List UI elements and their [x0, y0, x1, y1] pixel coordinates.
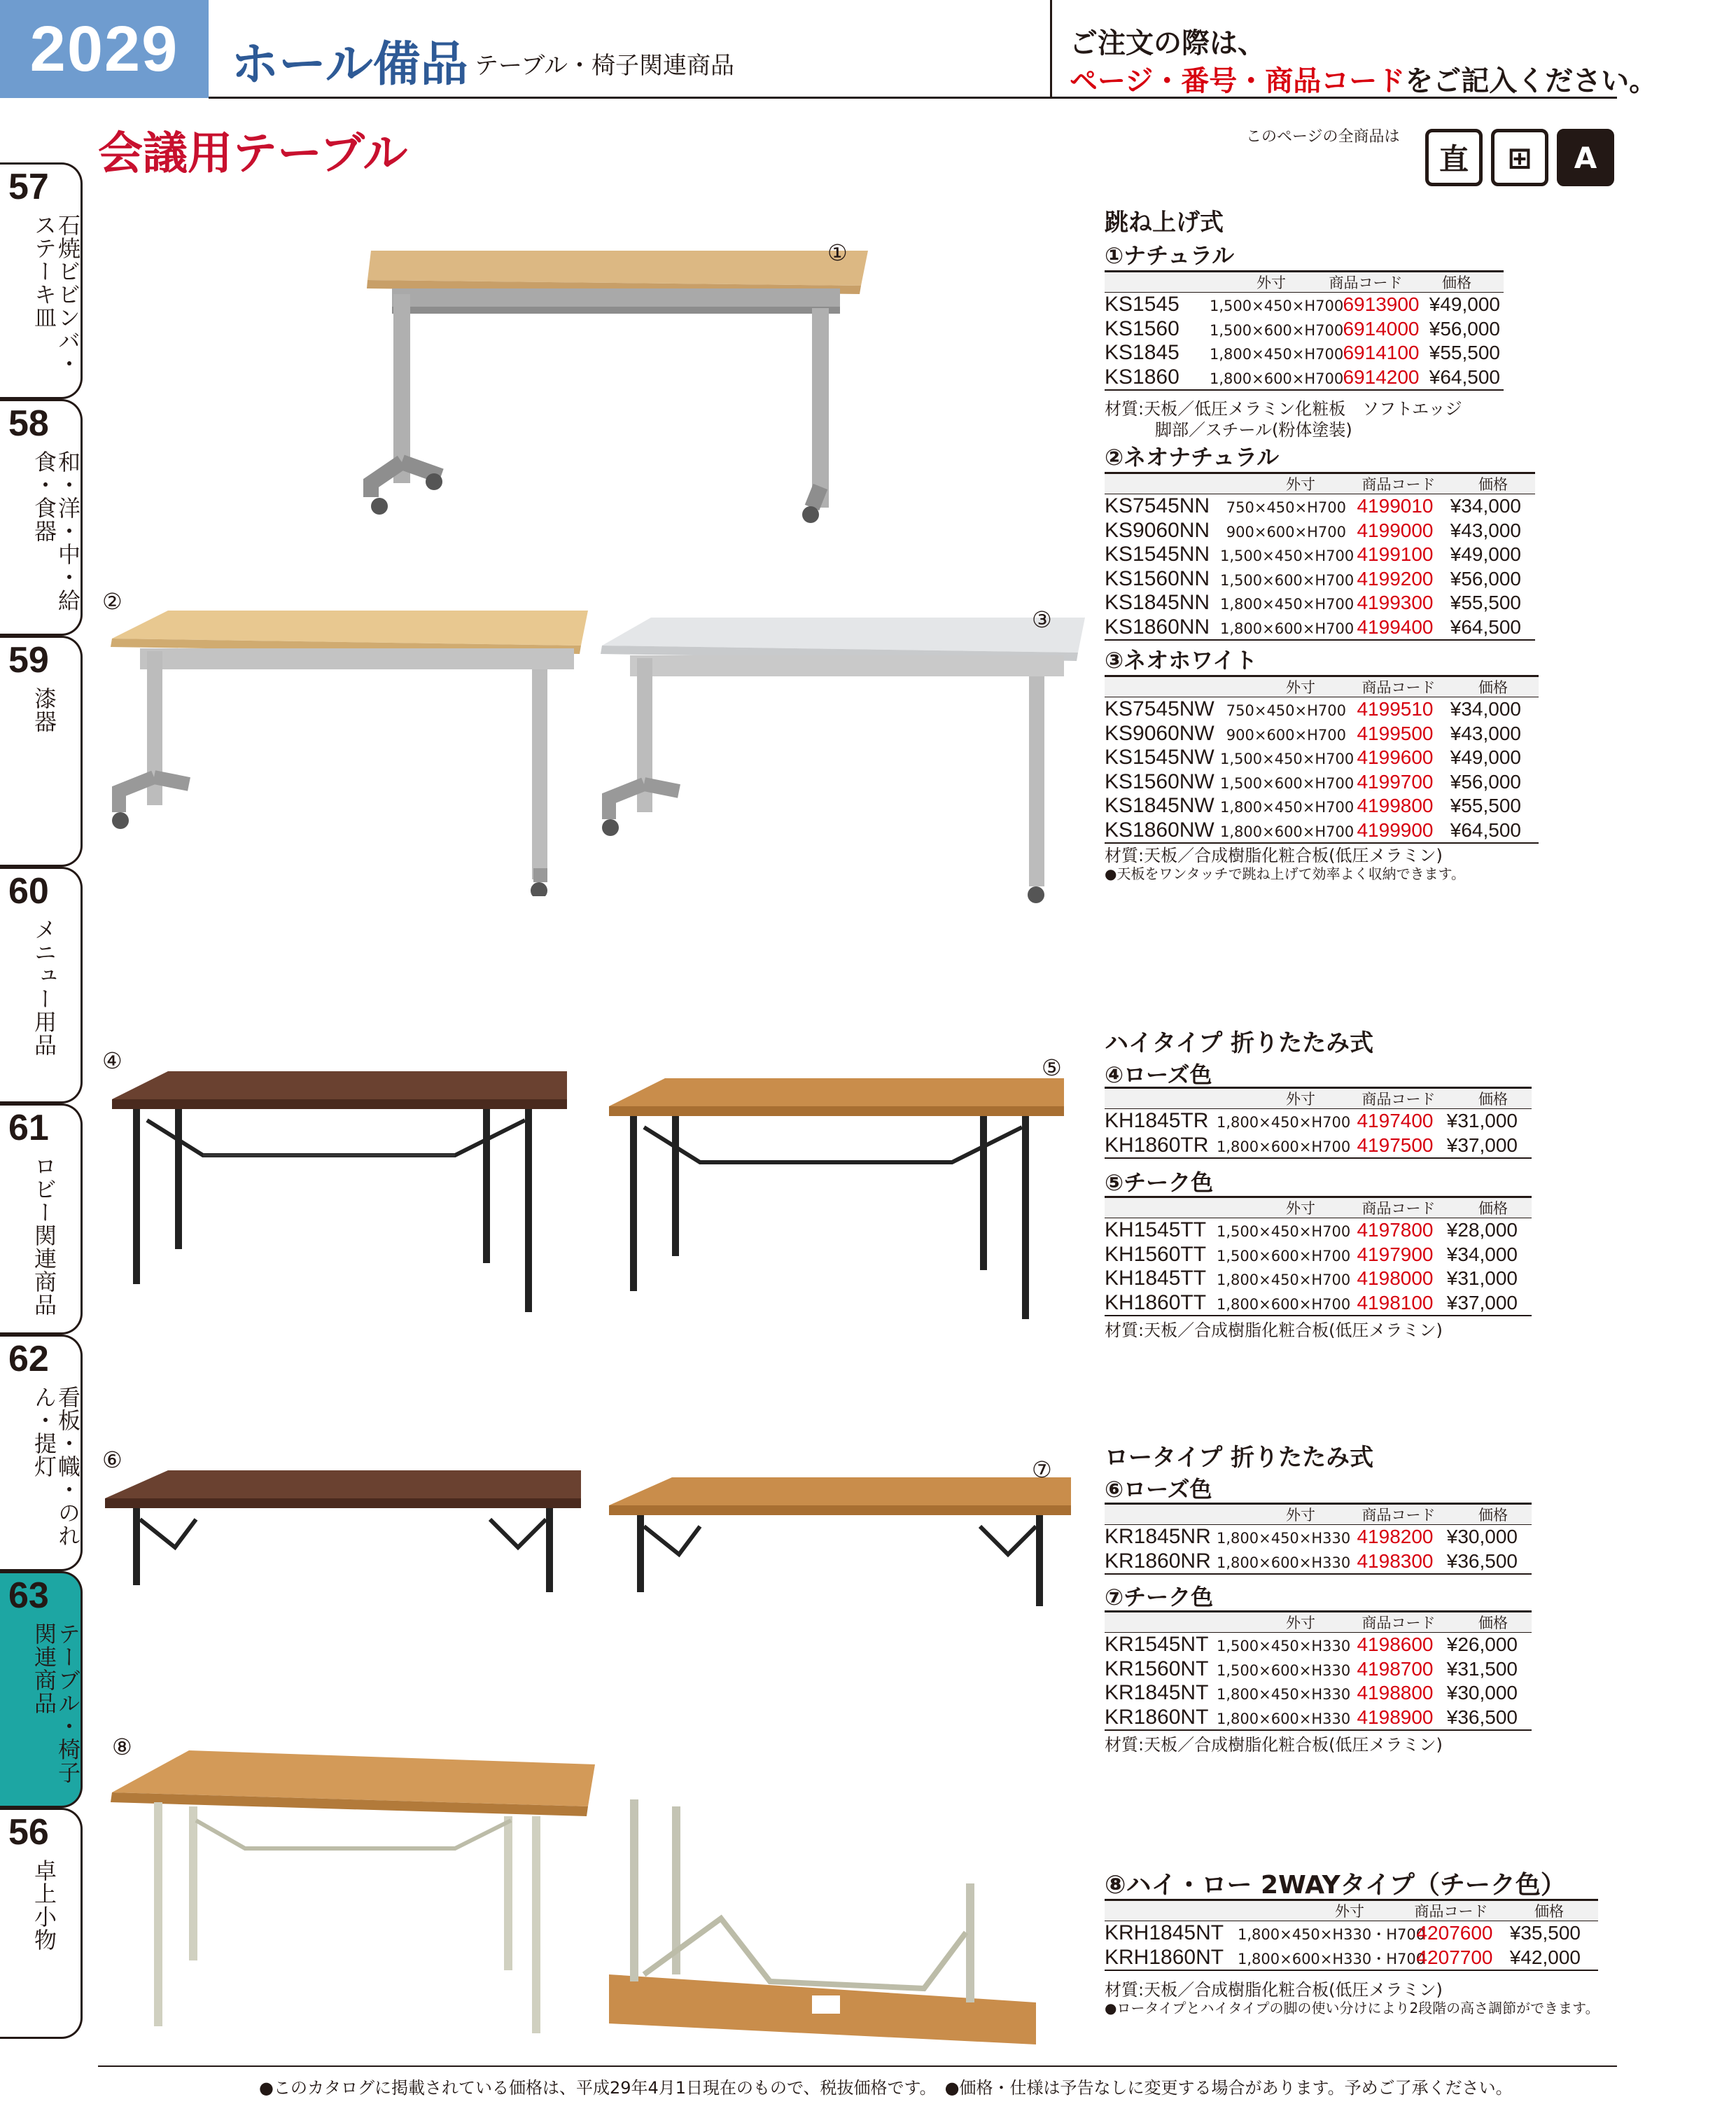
side-tab-56[interactable] — [0, 1808, 83, 2039]
col-dim: 外寸 — [1335, 1903, 1364, 1920]
price: ¥31,000 — [1446, 1110, 1518, 1131]
price: ¥36,500 — [1446, 1706, 1518, 1728]
code: 4197900 — [1357, 1243, 1434, 1265]
code: 4197400 — [1357, 1110, 1434, 1131]
model: KS7545NN — [1105, 494, 1210, 517]
table-row — [1105, 1218, 1532, 1243]
material-note: 材質:天板／合成樹脂化粧合板(低圧メラミン) — [1105, 1980, 1443, 2000]
price: ¥49,000 — [1450, 543, 1521, 565]
material-note: 材質:天板／低圧メラミン化粧板 ソフトエッジ — [1105, 399, 1462, 419]
col-code: 商品コード — [1362, 476, 1436, 493]
dim: 1,500×600×H700 — [1210, 321, 1344, 339]
table-image-neo-white — [595, 609, 1099, 903]
dim: 1,500×450×H700 — [1210, 298, 1344, 314]
dim: 1,800×600×H700 — [1220, 823, 1354, 840]
col-code: 商品コード — [1362, 679, 1436, 696]
side-tab-number: 56 — [8, 1812, 49, 1853]
table-row — [1105, 1267, 1532, 1291]
dim: 1,800×450×H700 — [1220, 596, 1354, 613]
col-code: 商品コード — [1362, 1091, 1436, 1108]
table-row — [1105, 1525, 1532, 1549]
side-tab-number: 57 — [8, 167, 49, 207]
price: ¥34,000 — [1446, 1243, 1518, 1265]
spec-table-g7 — [1105, 1610, 1532, 1731]
table-row — [1105, 317, 1504, 342]
price: ¥28,000 — [1446, 1219, 1518, 1241]
feature-note: ●天板をワンタッチで跳ね上げて効率よく収納できます。 — [1105, 865, 1466, 882]
dim: 1,500×450×H700 — [1220, 548, 1354, 564]
dim: 1,500×450×H330 — [1217, 1638, 1351, 1654]
dim: 1,500×600×H700 — [1220, 774, 1354, 792]
table-row — [1105, 341, 1504, 365]
dim: 1,800×600×H330・H700 — [1238, 1950, 1426, 1967]
code: 4198300 — [1357, 1549, 1434, 1572]
spec-table-g5 — [1105, 1196, 1532, 1316]
dim: 1,500×450×H700 — [1217, 1223, 1351, 1240]
side-tab-61[interactable] — [0, 1103, 83, 1335]
code: 4199510 — [1357, 698, 1434, 720]
spec-table-g1 — [1105, 270, 1504, 391]
col-dim: 外寸 — [1286, 1615, 1315, 1631]
category-title: ホール備品 — [231, 37, 468, 92]
price: ¥43,000 — [1450, 722, 1521, 744]
model: KS1560NW — [1105, 769, 1214, 793]
side-tab-number: 58 — [8, 403, 49, 444]
page-title: 会議用テーブル — [98, 128, 408, 180]
col-code: 商品コード — [1329, 274, 1403, 291]
dim: 1,800×600×H330 — [1217, 1710, 1351, 1727]
dim: 1,800×600×H700 — [1217, 1295, 1351, 1313]
order-note-rest: をご記入ください。 — [1405, 65, 1658, 97]
section-title-high: ハイタイプ 折りたたみ式 — [1105, 1029, 1374, 1057]
group-title: ⑥ローズ色 — [1105, 1476, 1212, 1503]
dim: 1,500×450×H700 — [1220, 751, 1354, 767]
table-header — [1105, 474, 1535, 494]
side-tab-number: 62 — [8, 1339, 49, 1379]
price: ¥34,000 — [1450, 698, 1521, 720]
model: KS1860NW — [1105, 818, 1214, 842]
table-row — [1105, 293, 1504, 317]
price: ¥30,000 — [1446, 1682, 1518, 1704]
footer-note: ●このカタログに掲載されている価格は、平成29年4月1日現在のもので、税抜価格です。 ●価格・仕様は予告なしに変更する場合があります。予めご了承ください。 — [259, 2078, 1513, 2098]
price: ¥56,000 — [1450, 770, 1521, 793]
side-tab-number: 59 — [8, 640, 49, 681]
col-price: 価格 — [1442, 274, 1471, 291]
spec-table-g4 — [1105, 1087, 1532, 1159]
code: 4198800 — [1357, 1682, 1434, 1704]
dim: 750×450×H700 — [1226, 499, 1346, 516]
feature-note: ●ロータイプとハイタイプの脚の使い分けにより2段階の高さ調節ができます。 — [1105, 2000, 1600, 2016]
spec-table-g6 — [1105, 1503, 1532, 1575]
image-number: ⑧ — [112, 1734, 132, 1760]
code: 4199200 — [1357, 567, 1434, 590]
dim: 1,800×600×H700 — [1220, 620, 1354, 637]
col-price: 価格 — [1478, 1615, 1508, 1631]
price: ¥42,000 — [1509, 1946, 1581, 1968]
image-number: ① — [827, 239, 848, 266]
col-code: 商品コード — [1362, 1615, 1436, 1631]
table-row — [1105, 770, 1539, 795]
dim: 1,800×450×H700 — [1210, 346, 1344, 363]
table-image-2way-teak — [105, 1743, 609, 2037]
dim: 1,500×600×H330 — [1217, 1661, 1351, 1679]
group-title: ④ローズ色 — [1105, 1061, 1212, 1088]
dim: 1,800×450×H700 — [1217, 1114, 1351, 1131]
table-row — [1105, 1109, 1532, 1134]
table-image-natural-flip — [350, 231, 882, 525]
section-title-flip: 跳ね上げ式 — [1105, 209, 1224, 237]
side-tab-label: 卓上小物 — [31, 1859, 57, 1951]
side-tab-59[interactable] — [0, 636, 83, 867]
model: KH1545TT — [1105, 1218, 1207, 1241]
code: 4198600 — [1357, 1633, 1434, 1655]
price: ¥26,000 — [1446, 1633, 1518, 1655]
group-title: ⑤チーク色 — [1105, 1169, 1214, 1196]
group-title: ③ネオホワイト — [1105, 647, 1258, 674]
side-tab-label: 漆器 — [31, 687, 57, 733]
col-dim: 外寸 — [1286, 1200, 1315, 1217]
side-tab-number: 60 — [8, 871, 49, 912]
table-image-low-rose — [98, 1463, 588, 1596]
table-row — [1105, 615, 1535, 640]
price: ¥36,500 — [1446, 1549, 1518, 1572]
table-header — [1105, 1901, 1598, 1921]
table-row — [1105, 1657, 1532, 1682]
table-row — [1105, 1921, 1598, 1946]
image-number: ⑦ — [1032, 1456, 1052, 1483]
code: 4199300 — [1357, 592, 1434, 613]
col-code: 商品コード — [1362, 1200, 1436, 1217]
price: ¥34,000 — [1450, 495, 1521, 517]
material-note: 材質:天板／合成樹脂化粧合板(低圧メラミン) — [1105, 1321, 1443, 1340]
price: ¥37,000 — [1446, 1134, 1518, 1156]
spec-table-g8 — [1105, 1899, 1598, 1971]
material-note: 材質:天板／合成樹脂化粧合板(低圧メラミン) — [1105, 1735, 1443, 1755]
model: KR1845NR — [1105, 1525, 1211, 1548]
dim: 750×450×H700 — [1226, 702, 1346, 719]
model: KRH1860NT — [1105, 1945, 1224, 1969]
group-title: ①ナチュラル — [1105, 242, 1235, 269]
order-note-line2 — [1070, 59, 1657, 99]
model: KH1560TT — [1105, 1242, 1207, 1266]
side-tab-label: 和・洋・中・給食・食器 — [31, 450, 81, 612]
code: 4199500 — [1357, 722, 1434, 744]
price: ¥31,500 — [1446, 1657, 1518, 1680]
table-row — [1105, 1549, 1532, 1574]
price: ¥30,000 — [1446, 1526, 1518, 1547]
model: KH1845TT — [1105, 1267, 1207, 1290]
model: KS1545NN — [1105, 543, 1210, 566]
col-code: 商品コード — [1414, 1903, 1488, 1920]
table-row — [1105, 1946, 1598, 1970]
model: KS1860 — [1105, 365, 1180, 389]
table-header — [1105, 1198, 1532, 1218]
col-price: 価格 — [1534, 1903, 1564, 1920]
side-tab-label: 看板・幟・のれん・提灯 — [31, 1386, 81, 1547]
all-products-note: このページの全商品は — [1246, 128, 1400, 146]
col-dim: 外寸 — [1286, 1507, 1315, 1524]
model: KR1545NT — [1105, 1633, 1209, 1656]
fax-order-icon: ⊞ — [1491, 129, 1548, 186]
model: KS1845 — [1105, 341, 1180, 364]
table-row — [1105, 1134, 1532, 1158]
table-header — [1105, 677, 1539, 697]
side-tab-label: メニュー用品 — [31, 918, 57, 1057]
code: 4199900 — [1357, 818, 1434, 841]
model: KS9060NW — [1105, 721, 1214, 745]
table-image-high-teak — [602, 1071, 1078, 1323]
price: ¥37,000 — [1446, 1291, 1518, 1314]
price: ¥49,000 — [1429, 293, 1500, 315]
code: 4197800 — [1357, 1219, 1434, 1241]
model: KS1545 — [1105, 293, 1180, 316]
side-tab-number: 63 — [8, 1575, 49, 1616]
direct-ship-icon: 直 — [1425, 129, 1483, 186]
col-dim: 外寸 — [1256, 274, 1286, 291]
col-price: 価格 — [1478, 679, 1508, 696]
subcategory-title: テーブル・椅子関連商品 — [475, 52, 734, 80]
side-tab-label: テーブル・椅子関連商品 — [31, 1622, 81, 1784]
code: 4199600 — [1357, 746, 1434, 768]
dim: 1,800×450×H330 — [1217, 1530, 1351, 1547]
group-title: ②ネオナチュラル — [1105, 444, 1280, 471]
order-note-line1: ご注文の際は、 — [1070, 27, 1266, 60]
table-row — [1105, 365, 1504, 390]
code: 4207600 — [1416, 1922, 1493, 1944]
material-note: 脚部／スチール(粉体塗装) — [1155, 420, 1352, 440]
code: 4199400 — [1357, 615, 1434, 638]
table-row — [1105, 746, 1539, 770]
col-dim: 外寸 — [1286, 679, 1315, 696]
col-price: 価格 — [1478, 1091, 1508, 1108]
side-tab-number: 61 — [8, 1108, 49, 1148]
code: 4199010 — [1357, 495, 1434, 517]
col-code: 商品コード — [1362, 1507, 1436, 1524]
table-header — [1105, 272, 1504, 293]
code: 6913900 — [1343, 293, 1420, 315]
code: 4198200 — [1357, 1526, 1434, 1547]
model: KS1845NN — [1105, 591, 1210, 614]
price: ¥49,000 — [1450, 746, 1521, 768]
side-tab-62[interactable] — [0, 1335, 83, 1571]
image-number: ④ — [102, 1047, 122, 1074]
price: ¥64,500 — [1450, 818, 1521, 841]
table-row — [1105, 1706, 1532, 1730]
table-row — [1105, 697, 1539, 722]
code: 4197500 — [1357, 1134, 1434, 1156]
code: 4198700 — [1357, 1657, 1434, 1680]
table-row — [1105, 519, 1535, 543]
code: 4199000 — [1357, 519, 1434, 541]
code: 4199100 — [1357, 543, 1434, 565]
model: KS1560 — [1105, 316, 1180, 340]
group-title: ⑦チーク色 — [1105, 1584, 1214, 1610]
price: ¥31,000 — [1446, 1267, 1518, 1289]
code: 4198000 — [1357, 1267, 1434, 1289]
model: KS9060NN — [1105, 518, 1210, 542]
order-note-red: ページ・番号・商品コード — [1070, 65, 1406, 97]
dim: 900×600×H700 — [1226, 726, 1346, 744]
table-row — [1105, 567, 1535, 592]
col-price: 価格 — [1478, 476, 1508, 493]
side-tab-60[interactable] — [0, 867, 83, 1103]
image-number: ② — [102, 588, 122, 615]
material-note: 材質:天板／合成樹脂化粧合板(低圧メラミン) — [1105, 846, 1443, 865]
model: KS7545NW — [1105, 697, 1214, 720]
price: ¥35,500 — [1509, 1922, 1581, 1944]
col-dim: 外寸 — [1286, 476, 1315, 493]
side-tab-label: ロビー関連商品 — [31, 1155, 57, 1316]
model: KS1560NN — [1105, 566, 1210, 590]
table-row — [1105, 722, 1539, 746]
model: KR1860NR — [1105, 1549, 1211, 1573]
price: ¥64,500 — [1429, 365, 1500, 388]
table-header — [1105, 1089, 1532, 1109]
dim: 1,500×600×H700 — [1217, 1247, 1351, 1264]
side-tab-58[interactable] — [0, 399, 83, 636]
code: 6914200 — [1343, 365, 1420, 388]
spec-table-g3 — [1105, 675, 1539, 844]
table-row — [1105, 494, 1535, 519]
price: ¥43,000 — [1450, 519, 1521, 541]
dim: 900×600×H700 — [1226, 523, 1346, 541]
price: ¥55,500 — [1450, 592, 1521, 613]
table-row — [1105, 591, 1535, 615]
col-price: 価格 — [1478, 1507, 1508, 1524]
dim: 1,800×600×H700 — [1210, 370, 1344, 387]
code: 6914100 — [1343, 342, 1420, 363]
model: KH1845TR — [1105, 1109, 1209, 1132]
table-image-low-teak — [602, 1470, 1078, 1610]
dim: 1,800×600×H700 — [1217, 1138, 1351, 1155]
code: 4199700 — [1357, 770, 1434, 793]
code: 4199800 — [1357, 795, 1434, 816]
side-tab-57[interactable] — [0, 162, 83, 399]
model: KR1860NT — [1105, 1705, 1209, 1729]
table-header — [1105, 1612, 1532, 1633]
spec-table-g2 — [1105, 472, 1535, 641]
price: ¥55,500 — [1450, 795, 1521, 816]
section-title-2way: ⑧ハイ・ロー 2WAYタイプ（チーク色） — [1105, 1871, 1566, 1900]
table-image-high-rose — [105, 1064, 581, 1316]
price: ¥55,500 — [1429, 342, 1500, 363]
model: KR1560NT — [1105, 1657, 1209, 1680]
model: KRH1845NT — [1105, 1921, 1224, 1944]
dim: 1,800×600×H330 — [1217, 1554, 1351, 1571]
dim: 1,800×450×H700 — [1220, 799, 1354, 816]
section-title-low: ロータイプ 折りたたみ式 — [1105, 1444, 1374, 1472]
table-row — [1105, 794, 1539, 818]
col-dim: 外寸 — [1286, 1091, 1315, 1108]
table-row — [1105, 1633, 1532, 1657]
code: 4198900 — [1357, 1706, 1434, 1728]
model: KS1860NN — [1105, 615, 1210, 639]
table-image-neo-natural — [98, 602, 602, 896]
table-row — [1105, 818, 1539, 843]
model: KH1860TT — [1105, 1290, 1207, 1314]
side-tab-63-active[interactable] — [0, 1571, 83, 1808]
model: KH1860TR — [1105, 1133, 1209, 1157]
model: KS1845NW — [1105, 794, 1214, 817]
dim: 1,500×600×H700 — [1220, 571, 1354, 589]
table-row — [1105, 543, 1535, 567]
dim: 1,800×450×H330 — [1217, 1686, 1351, 1703]
image-number: ⑥ — [102, 1447, 122, 1473]
dim: 1,800×450×H330・H700 — [1238, 1926, 1426, 1943]
price: ¥56,000 — [1450, 567, 1521, 590]
table-image-2way-flipped — [602, 1792, 1050, 2058]
col-price: 価格 — [1478, 1200, 1508, 1217]
image-number: ③ — [1032, 606, 1052, 633]
model: KR1845NT — [1105, 1681, 1209, 1704]
table-header — [1105, 1505, 1532, 1525]
model: KS1545NW — [1105, 746, 1214, 769]
code: 4198100 — [1357, 1291, 1434, 1314]
code: 4207700 — [1416, 1946, 1493, 1968]
page-number: 2029 — [0, 0, 209, 98]
footer-rule — [98, 2065, 1617, 2067]
code: 6914000 — [1343, 317, 1420, 340]
price: ¥64,500 — [1450, 615, 1521, 638]
side-tab-label: 石焼ビビンバ・ステーキ皿 — [31, 214, 81, 375]
dim: 1,800×450×H700 — [1217, 1271, 1351, 1288]
table-row — [1105, 1243, 1532, 1267]
truck-delivery-icon: A — [1557, 129, 1614, 186]
table-row — [1105, 1291, 1532, 1316]
price: ¥56,000 — [1429, 317, 1500, 340]
header-divider — [1050, 0, 1052, 98]
table-row — [1105, 1681, 1532, 1706]
image-number: ⑤ — [1042, 1054, 1062, 1081]
